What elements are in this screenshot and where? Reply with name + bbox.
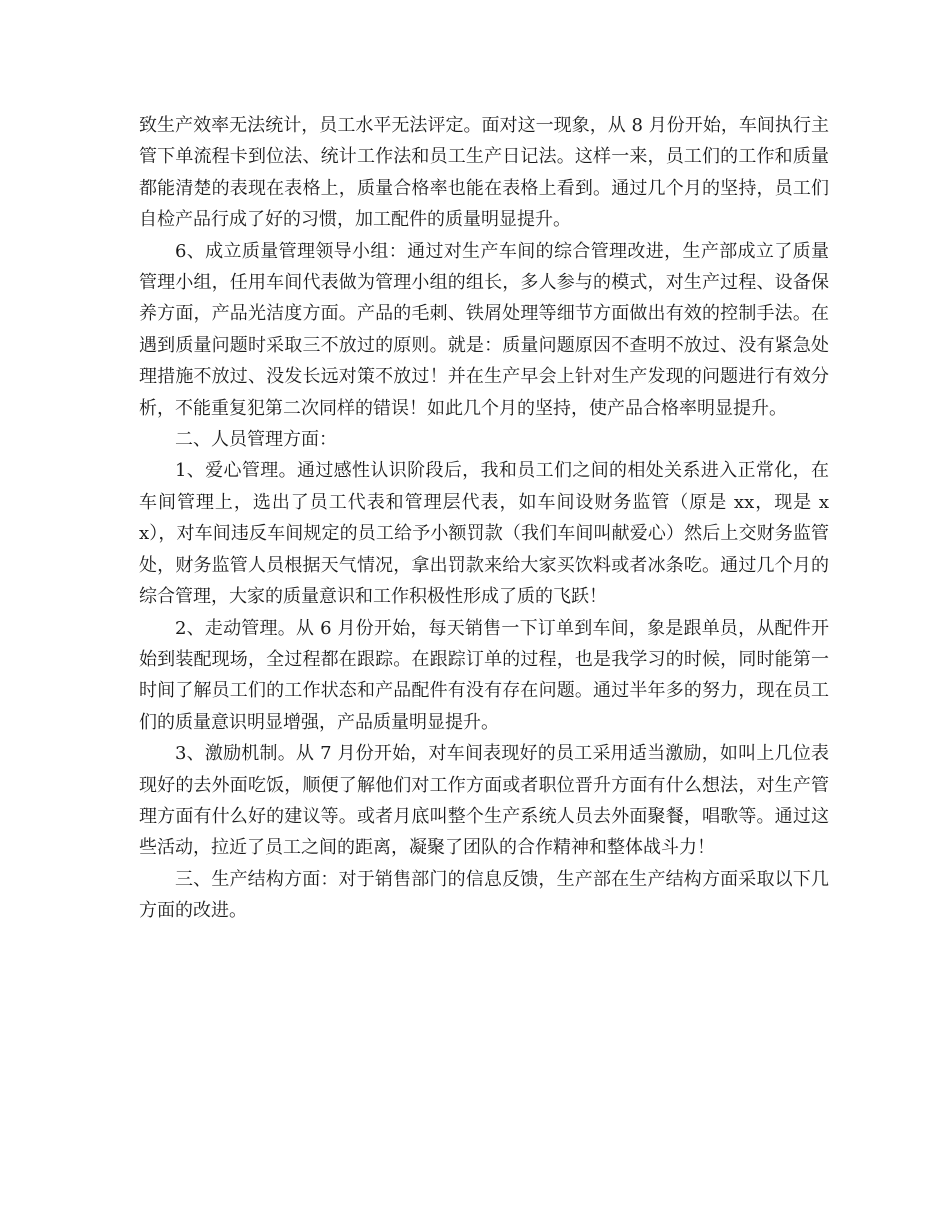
- paragraph-production-structure: 三、生产结构方面：对于销售部门的信息反馈，生产部在生产结构方面采取以下几方面的改进。: [139, 868, 829, 922]
- paragraph-continuation: 致生产效率无法统计，员工水平无法评定。面对这一现象，从 8 月份开始，车间执行主管下单流程卡到位法、统计工作法和员工生产日记法。这样一来，员工们的工作和质量都能清楚的表现在表格上，质量合格率也能在表格上看到。通过几个月的坚持，员工们自检产品行成了好的习惯，加工配件的质量明显提升。: [139, 115, 829, 231]
- paragraph-quality-team: 6、成立质量管理领导小组：通过对生产车间的综合管理改进，生产部成立了质量管理小组，任用车间代表做为管理小组的组长，多人参与的模式，对生产过程、设备保养方面，产品光洁度方面。产品的毛刺、铁屑处理等细节方面做出有效的控制手法。在遇到质量问题时采取三不放过的原则。就是：质量问题原因不查明不放过、没有紧急处理措施不放过、没发长远对策不放过！并在生产早会上针对生产发现的问题进行有效分析，不能重复犯第二次同样的错误！如此几个月的坚持，使产品合格率明显提升。: [139, 240, 829, 419]
- section-heading-personnel: 二、人员管理方面：: [175, 429, 337, 451]
- document-body: [139, 110, 829, 927]
- paragraph-incentive-mechanism: 3、激励机制。从 7 月份开始，对车间表现好的员工采用适当激励，如叫上几位表现好的去外面吃饭，顺便了解他们对工作方面或者职位晋升方面有什么想法，对生产管理方面有什么好的建议等。或者月底叫整个生产系统人员去外面聚餐，唱歌等。通过这些活动，拉近了员工之间的距离，凝聚了团队的合作精神和整体战斗力！: [139, 743, 829, 859]
- paragraph-care-management: 1、爱心管理。通过感性认识阶段后，我和员工们之间的相处关系进入正常化，在车间管理上，选出了员工代表和管理层代表，如车间设财务监管（原是 xx，现是 xx），对车间违反车间规定的员工给予小额罚款（我们车间叫献爱心）然后上交财务监管处，财务监管人员根据天气情况，拿出罚款来给大家买饮料或者冰条吃。通过几个月的综合管理，大家的质量意识和工作积极性形成了质的飞跃！: [139, 460, 829, 608]
- paragraph-walkabout-management: 2、走动管理。从 6 月份开始，每天销售一下订单到车间，象是跟单员，从配件开始到装配现场，全过程都在跟踪。在跟踪订单的过程，也是我学习的时候，同时能第一时间了解员工们的工作状态和产品配件有没有存在问题。通过半年多的努力，现在员工们的质量意识明显增强，产品质量明显提升。: [139, 617, 829, 733]
